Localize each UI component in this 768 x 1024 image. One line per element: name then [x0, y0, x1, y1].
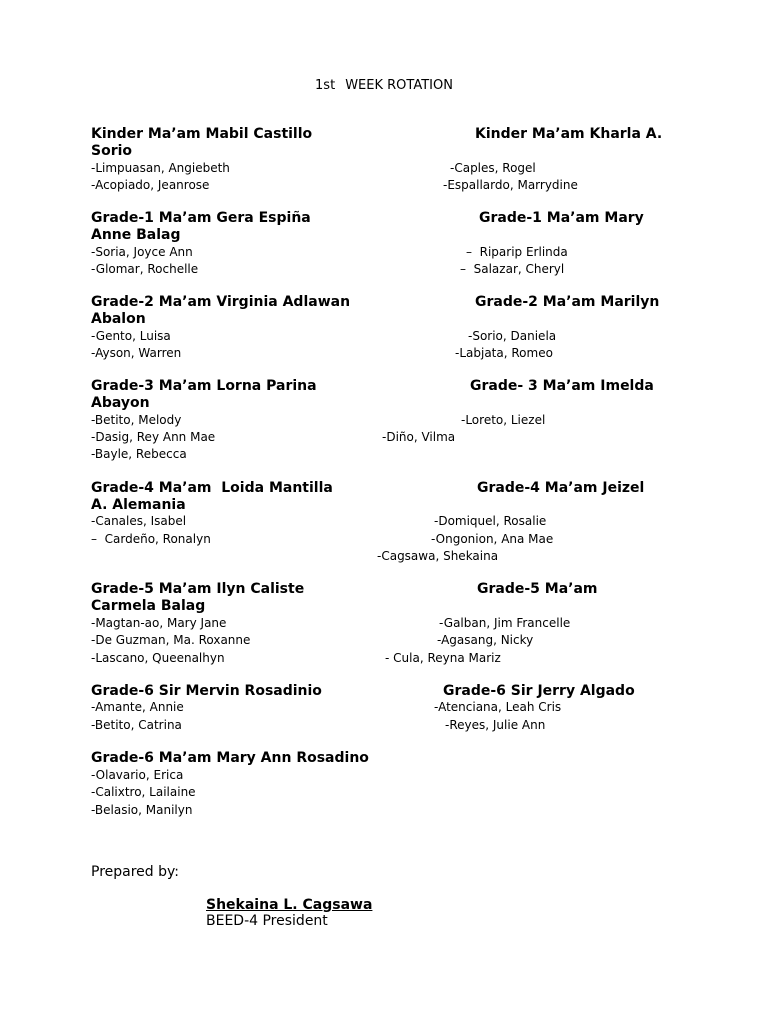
section-right-head: Grade-1 Ma’am Mary — [479, 210, 644, 226]
section-head-continuation: Abalon — [91, 311, 146, 327]
student-name: -Ongonion, Ana Mae — [431, 532, 554, 546]
student-name: -Labjata, Romeo — [455, 346, 553, 360]
section-head-continuation: A. Alemania — [91, 497, 186, 513]
prepared-by-label: Prepared by: — [91, 864, 179, 880]
section-head-continuation: Carmela Balag — [91, 598, 206, 614]
section-right-head: Grade-4 Ma’am Jeizel — [477, 480, 645, 496]
student-name: -Calixtro, Lailaine — [91, 785, 196, 799]
student-name: -Limpuasan, Angiebeth — [91, 161, 230, 175]
student-name: -Loreto, Liezel — [461, 413, 546, 427]
student-name: -Gento, Luisa — [91, 329, 171, 343]
student-name: -Sorio, Daniela — [468, 329, 557, 343]
section-left-head: Grade-4 Ma’am Loida Mantilla — [91, 480, 333, 496]
student-name: -Lascano, Queenalhyn — [91, 651, 225, 665]
student-name: -Acopiado, Jeanrose — [91, 178, 210, 192]
student-name: -Dasig, Rey Ann Mae — [91, 430, 216, 444]
section-right-head: Grade-2 Ma’am Marilyn — [475, 294, 660, 310]
student-name: - Cula, Reyna Mariz — [385, 651, 501, 665]
section-left-head: Grade-6 Sir Mervin Rosadinio — [91, 683, 322, 699]
student-name: -Betito, Melody — [91, 413, 182, 427]
student-name: -Olavario, Erica — [91, 768, 184, 782]
section-left-head: Grade-1 Ma’am Gera Espiña — [91, 210, 311, 226]
student-name: -Betito, Catrina — [91, 718, 182, 732]
section-right-head: Kinder Ma’am Kharla A. — [475, 126, 663, 142]
student-name: -Espallardo, Marrydine — [443, 178, 578, 192]
section-head-continuation: Sorio — [91, 143, 133, 159]
signatory-position: BEED-4 President — [206, 913, 328, 929]
title-prefix: 1st — [315, 78, 336, 93]
student-name: -Magtan-ao, Mary Jane — [91, 616, 227, 630]
student-name: -De Guzman, Ma. Roxanne — [91, 633, 251, 647]
student-name: -Glomar, Rochelle — [91, 262, 199, 276]
student-name: -Canales, Isabel — [91, 514, 187, 528]
student-name: -Caples, Rogel — [450, 161, 536, 175]
page-title — [0, 78, 768, 93]
student-name: -Belasio, Manilyn — [91, 803, 193, 817]
title-main: WEEK ROTATION — [345, 78, 453, 93]
student-name: – Salazar, Cheryl — [460, 262, 565, 276]
student-name: -Amante, Annie — [91, 700, 184, 714]
section-right-head: Grade-6 Sir Jerry Algado — [443, 683, 635, 699]
student-name: -Agasang, Nicky — [437, 633, 534, 647]
student-name: -Bayle, Rebecca — [91, 447, 187, 461]
student-name: -Diño, Vilma — [382, 430, 456, 444]
section-head-continuation: Anne Balag — [91, 227, 181, 243]
signatory-name: Shekaina L. Cagsawa — [206, 897, 373, 913]
student-name: -Reyes, Julie Ann — [445, 718, 546, 732]
student-name: -Atenciana, Leah Cris — [434, 700, 562, 714]
section-right-head: Grade-5 Ma’am — [477, 581, 598, 597]
section-head-continuation: Abayon — [91, 395, 150, 411]
section-left-head: Grade-6 Ma’am Mary Ann Rosadino — [91, 750, 369, 766]
student-name: -Soria, Joyce Ann — [91, 245, 193, 259]
student-name: -Domiquel, Rosalie — [434, 514, 547, 528]
section-left-head: Grade-5 Ma’am Ilyn Caliste — [91, 581, 305, 597]
section-left-head: Grade-2 Ma’am Virginia Adlawan — [91, 294, 351, 310]
student-name: -Cagsawa, Shekaina — [377, 549, 499, 563]
student-name: – Riparip Erlinda — [466, 245, 568, 259]
student-name: -Ayson, Warren — [91, 346, 182, 360]
student-name: -Galban, Jim Francelle — [439, 616, 571, 630]
student-name: – Cardeño, Ronalyn — [91, 532, 211, 546]
section-left-head: Kinder Ma’am Mabil Castillo — [91, 126, 313, 142]
section-right-head: Grade- 3 Ma’am Imelda — [470, 378, 654, 394]
section-left-head: Grade-3 Ma’am Lorna Parina — [91, 378, 317, 394]
